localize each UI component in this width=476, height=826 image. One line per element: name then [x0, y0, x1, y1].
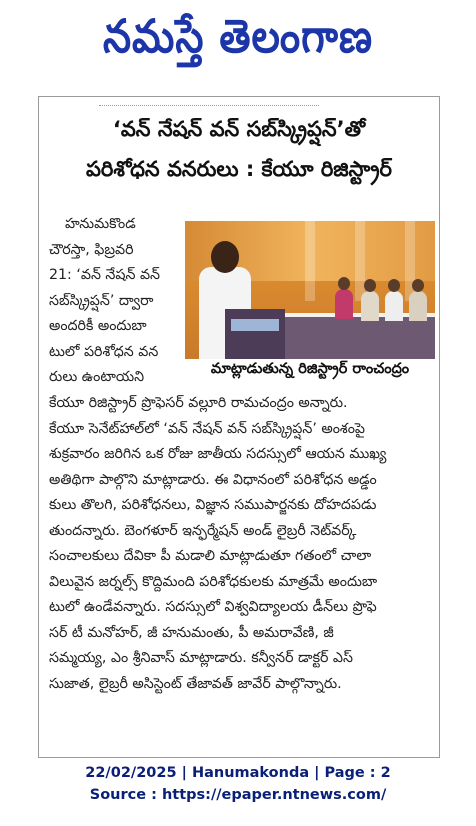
body-line: సబ్‌స్క్రిప్షన్’ ద్వారా: [49, 292, 154, 309]
photo-attendee: [361, 291, 379, 321]
body-line: సమ్మయ్య, ఎం శ్రీనివాస్ మాట్లాడారు. కన్వీనర్ డాక్టర్ ఎస్: [49, 650, 353, 666]
body-line: రులు ఉంటాయని: [49, 369, 145, 385]
body-line: సుజాత, లైబ్రరీ అసిస్టెంట్ తేజావత్ జావేర్ పాల్గొన్నారు.: [49, 675, 342, 692]
headline-line: పరిశోధన వనరులు : కేయూ రిజిస్ట్రార్: [86, 157, 392, 181]
body-line: కేయూ సెనేట్‌హాల్‌లో ‘వన్ నేషన్ వన్ సబ్‌స్క్రిప్షన్’ అంశంపై: [49, 420, 365, 437]
headline-line: ‘వన్ నేషన్ వన్ సబ్‌స్క్రిప్షన్’తో: [112, 117, 366, 141]
clipping-cut-edge: [99, 99, 319, 106]
photo-podium: [225, 309, 285, 359]
photo-caption: మాట్లాడుతున్న రిజిస్ట్రార్ రాంచంద్రం: [210, 361, 410, 377]
article-clipping: [38, 96, 440, 758]
photo-attendee-head: [412, 279, 424, 292]
body-line: టులో పరిశోధన వన: [49, 343, 159, 360]
photo-attendee: [385, 291, 403, 321]
article-body: [49, 391, 431, 697]
masthead: [0, 0, 476, 86]
body-line: తుందన్నారు. బెంగళూర్ ఇన్ఫర్మేషన్ అండ్ లైబ్రరీ నెట్‌వర్క్: [49, 522, 357, 539]
photo-dais: [285, 317, 435, 359]
article-photo: [185, 221, 435, 359]
body-line: అందరికీ అందుబా: [49, 318, 147, 334]
article-headline: [45, 109, 433, 189]
body-line: సర్ టీ మనోహర్, జీ హనుమంతు, పీ అమరావేణి, జీ: [49, 624, 334, 641]
body-line: టులో ఉండేవన్నారు. సదస్సులో విశ్వవిద్యాలయ డీన్‌లు ప్రొఫె: [49, 599, 377, 615]
body-line: అతిథిగా పాల్గొని మాట్లాడారు. ఈ విధానంలో పరిశోధన అడ్డం: [49, 471, 377, 488]
footer-date-edition: 22/02/2025 | Hanumakonda | Page : 2: [85, 765, 391, 781]
photo-podium-banner: [231, 319, 279, 331]
footer-source: Source : https://epaper.ntnews.com/: [89, 787, 387, 803]
body-line: చౌరస్తా, ఫిబ్రవరి: [49, 241, 134, 258]
masthead-title: నమస్తే తెలంగాణ: [102, 10, 374, 64]
body-line: కులు తొలగి, పరిశోధనలు, విజ్ఞాన సముపార్జనకు దోహదపడు: [49, 497, 377, 513]
body-line: శుక్రవారం జరిగిన ఒక రోజు జాతీయ సదస్సులో ఆయన ముఖ్య: [49, 446, 387, 462]
article-left-column: [49, 212, 177, 391]
photo-attendee-head: [388, 279, 400, 292]
photo-attendee-head: [338, 277, 350, 290]
photo-attendee: [409, 291, 427, 321]
photo-attendee: [335, 289, 353, 319]
photo-curtain-fold: [355, 221, 365, 301]
photo-curtain-fold: [305, 221, 315, 301]
photo-speaker-head: [211, 241, 239, 273]
body-line: హనుమకొండ: [65, 216, 136, 232]
photo-attendee-head: [364, 279, 376, 292]
body-line: కేయూ రిజిస్ట్రార్ ప్రొఫెసర్ వల్లూరి రామచంద్రం అన్నారు.: [49, 395, 348, 411]
body-line: విలువైన జర్నల్స్ కొద్దిమంది పరిశోధకులకు మాత్రమే అందుబా: [49, 573, 378, 590]
body-line: సంచాలకులు దేవికా పీ మడాలి మాట్లాడుతూ గతంలో చాలా: [49, 548, 372, 564]
body-line: 21: ‘వన్ నేషన్ వన్: [49, 267, 161, 283]
page-footer: [0, 762, 476, 806]
